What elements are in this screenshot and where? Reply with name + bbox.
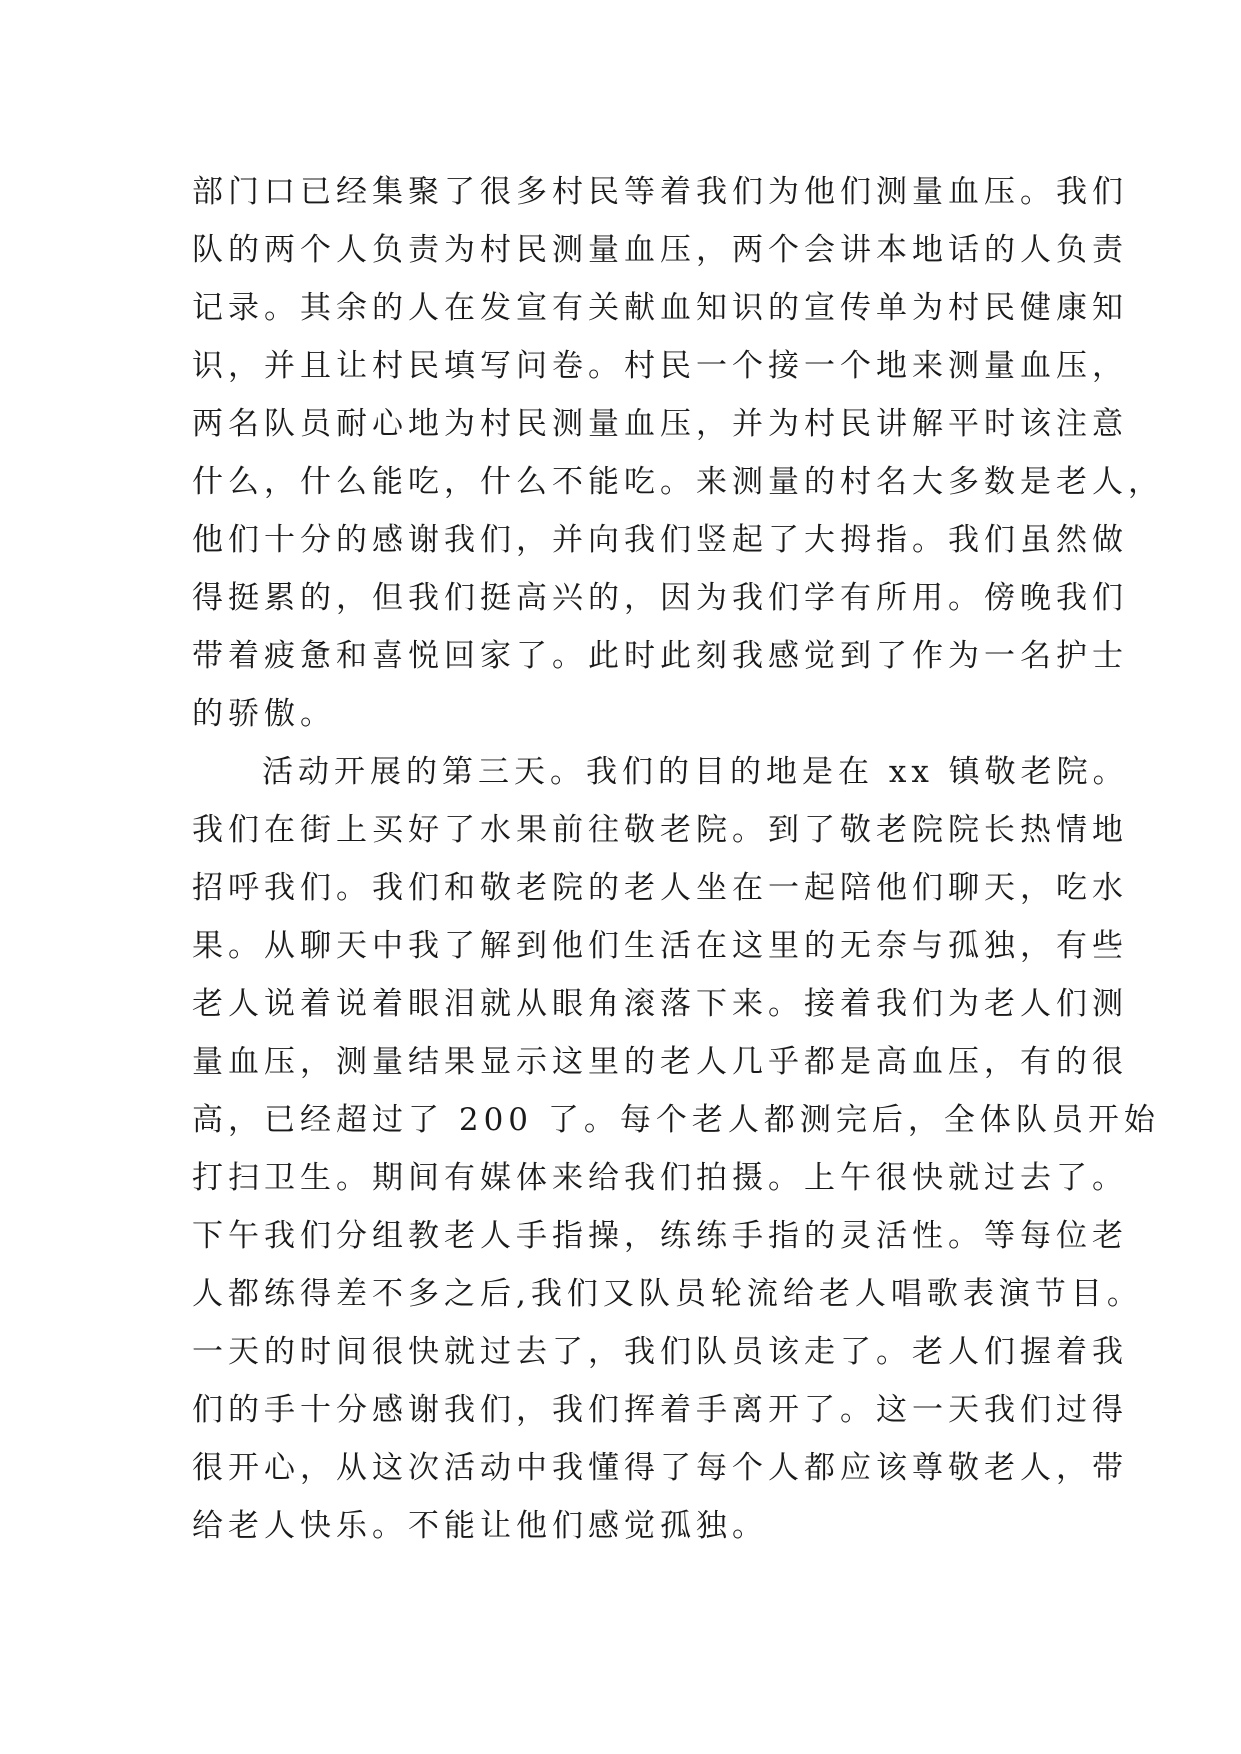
text-line: 给老人快乐。不能让他们感觉孤独。 [192,1508,768,1544]
text-line: 两名队员耐心地为村民测量血压，并为村民讲解平时该注意 [192,406,1128,442]
text-line: 下午我们分组教老人手指操，练练手指的灵活性。等每位老 [192,1218,1128,1254]
text-line: 高，已经超过了 200 了。每个老人都测完后，全体队员开始 [192,1102,1160,1138]
paragraph-1 [192,163,1164,743]
text-line: 部门口已经集聚了很多村民等着我们为他们测量血压。我们 [192,174,1128,210]
text-line: 的骄傲。 [192,696,336,732]
text-line: 老人说着说着眼泪就从眼角滚落下来。接着我们为老人们测 [192,986,1128,1022]
text-line: 活动开展的第三天。我们的目的地是在 xx 镇敬老院。 [262,754,1129,790]
text-line: 我们在街上买好了水果前往敬老院。到了敬老院院长热情地 [192,812,1128,848]
text-line: 队的两个人负责为村民测量血压，两个会讲本地话的人负责 [192,232,1128,268]
text-line: 们的手十分感谢我们，我们挥着手离开了。这一天我们过得 [192,1392,1128,1428]
text-line: 量血压，测量结果显示这里的老人几乎都是高血压，有的很 [192,1044,1128,1080]
text-line: 一天的时间很快就过去了，我们队员该走了。老人们握着我 [192,1334,1128,1370]
text-line: 招呼我们。我们和敬老院的老人坐在一起陪他们聊天，吃水 [192,870,1128,906]
text-line: 很开心，从这次活动中我懂得了每个人都应该尊敬老人，带 [192,1450,1128,1486]
text-line: 得挺累的，但我们挺高兴的，因为我们学有所用。傍晚我们 [192,580,1128,616]
text-line: 识，并且让村民填写问卷。村民一个接一个地来测量血压， [192,348,1128,384]
text-line: 他们十分的感谢我们，并向我们竖起了大拇指。我们虽然做 [192,522,1128,558]
text-line: 记录。其余的人在发宣有关献血知识的宣传单为村民健康知 [192,290,1128,326]
text-line: 带着疲惫和喜悦回家了。此时此刻我感觉到了作为一名护士 [192,638,1128,674]
text-line: 人都练得差不多之后,我们又队员轮流给老人唱歌表演节目。 [192,1276,1143,1312]
text-line: 果。从聊天中我了解到他们生活在这里的无奈与孤独，有些 [192,928,1128,964]
document-body [192,163,1164,1555]
text-line: 打扫卫生。期间有媒体来给我们拍摄。上午很快就过去了。 [192,1160,1128,1196]
text-line: 什么，什么能吃，什么不能吃。来测量的村名大多数是老人， [192,464,1164,500]
paragraph-2 [192,743,1160,1555]
